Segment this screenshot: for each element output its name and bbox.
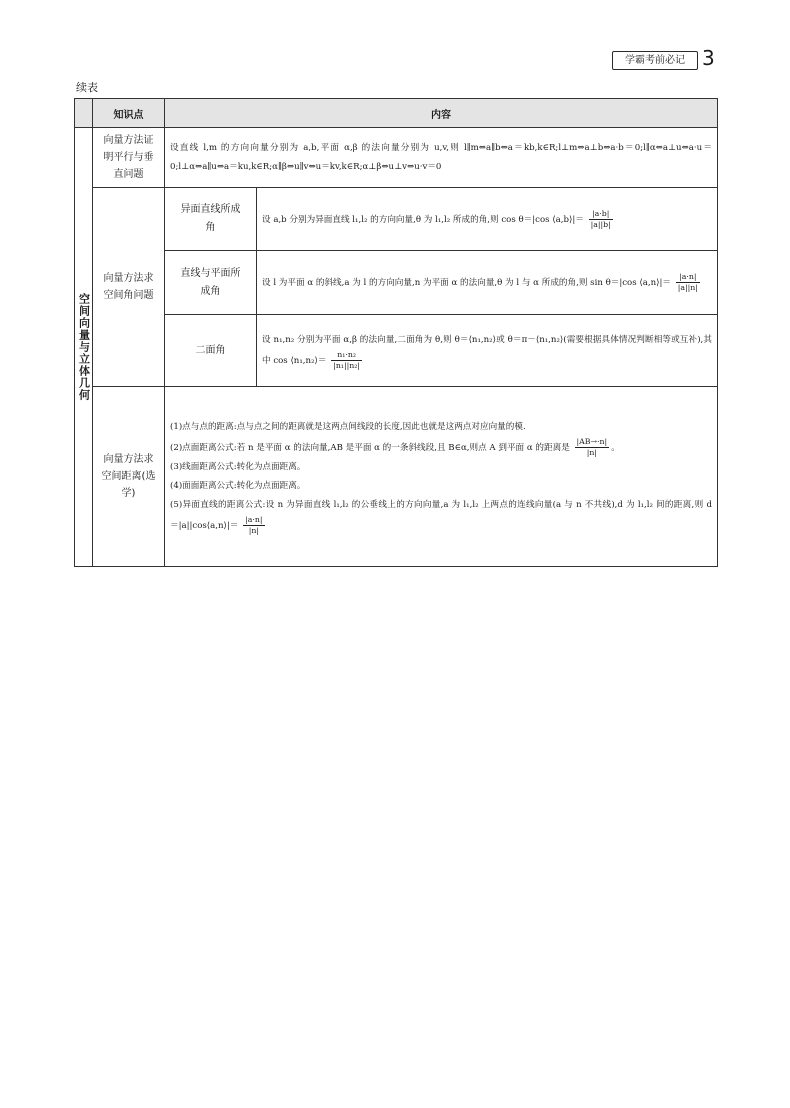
distance-item-3: (3)线面距离公式:转化为点面距离。 (170, 461, 306, 472)
header-knowledge: 知识点 (93, 99, 165, 128)
fraction: $\frac{|AB\to\cdot n|}{|n|}$ (576, 436, 608, 457)
knowledge-table (74, 98, 718, 567)
table-row (75, 315, 718, 387)
sub-cell (165, 188, 257, 251)
sub-cell (165, 251, 257, 315)
topic-parallel-perp: 向量方法证明平行与垂直问题 (103, 135, 154, 180)
fraction: $\frac{|a\cdot b|}{|a||b|}$ (590, 208, 611, 229)
content-distance (165, 416, 717, 538)
category-cell (75, 128, 93, 567)
distance-item-4: (4)面面距离公式:转化为点面距离。 (170, 480, 306, 491)
fraction: $\frac{|a\cdot n|}{|n|}$ (245, 514, 263, 535)
content-cell (257, 251, 718, 315)
table-row (75, 128, 718, 188)
fraction: $\frac{|a\cdot n|}{|a||n|}$ (677, 272, 698, 292)
table-caption: 续表 (76, 81, 98, 94)
content-cell (165, 128, 718, 188)
content-skew-lines-angle: 设 a,b 分别为异面直线 l₁,l₂ 的方向向量,θ 为 l₁,l₂ 所成的角,则 cos θ＝|cos ⟨a,b⟩|＝ $\frac{|a\cdot b|}{|a||b|}$ (262, 208, 611, 229)
section-badge: 学霸考前必记 (612, 51, 698, 70)
category-label: 空间向量与立体几何 (77, 293, 91, 401)
table-row (75, 188, 718, 251)
topic-cell (93, 387, 165, 567)
distance-item-2: (2)点面距离公式:若 n 是平面 α 的法向量,AB 是平面 α 的一条斜线段,且 B∈α,则点 A 到平面 α 的距离是 $\frac{|AB\to\cdot n|}{|n|}$ 。 (170, 436, 620, 457)
content-line-plane-angle: 设 l 为平面 α 的斜线,a 为 l 的方向向量,n 为平面 α 的法向量,θ 为 l 与 α 所成的角,则 sin θ＝|cos ⟨a,n⟩|＝ $\frac{|a\cdot n|}{|a||n|}$ (262, 272, 698, 292)
topic-angles: 向量方法求空间角问题 (103, 273, 154, 301)
topic-cell (93, 188, 165, 387)
header-content: 内容 (165, 99, 718, 128)
distance-item-1: (1)点与点的距离:点与点之间的距离就是这两点间线段的长度,因此也就是这两点对应向量的模. (170, 421, 526, 432)
sub-dihedral-angle: 二面角 (195, 344, 226, 356)
distance-item-5: (5)异面直线的距离公式:设 n 为异面直线 l₁,l₂ 的公垂线上的方向向量,a 为 l₁,l₂ 上两点的连线向量(a 与 n 不共线),d 为 l₁,l₂ 间的距离,则 d＝|a||cos⟨a,n⟩|＝ $\frac{|a\cdot n|}{|n|}$ (170, 499, 712, 535)
table-header-row (75, 99, 718, 128)
content-cell (165, 387, 718, 567)
content-cell (257, 188, 718, 251)
content-parallel-perp: 设直线 l,m 的方向向量分别为 a,b,平面 α,β 的法向量分别为 u,v,则 l∥m⇔a∥b⇔a＝kb,k∈R;l⊥m⇔a⊥b⇔a·b＝0;l∥α⇔a⊥u⇔a·u＝0;l⊥α⇔a∥u⇔a＝ku,k∈R;α∥β⇔u∥v⇔u＝kv,k∈R;α⊥β⇔u⊥v⇔u·v＝0 (170, 142, 712, 172)
sub-skew-lines-angle: 异面直线所成角 (180, 204, 241, 233)
topic-distance: 向量方法求空间距离(选学) (101, 454, 156, 499)
table-row (75, 387, 718, 567)
header-blank (75, 99, 93, 128)
table-row (75, 251, 718, 315)
page-number: 3 (702, 46, 715, 70)
content-dihedral-angle: 设 n₁,n₂ 分别为平面 α,β 的法向量,二面角为 θ,则 θ＝⟨n₁,n₂⟩或 θ＝π－⟨n₁,n₂⟩(需要根据具体情况判断相等或互补),其中 cos ⟨n₁,n₂⟩＝ $\frac{\text{n₁·n₂}}{\text{|n₁||n₂|}}$ (262, 334, 712, 370)
sub-cell (165, 315, 257, 387)
fraction: $\frac{\text{n₁·n₂}}{\text{|n₁||n₂|}}$ (333, 349, 360, 370)
topic-cell (93, 128, 165, 188)
content-cell (257, 315, 718, 387)
sub-line-plane-angle: 直线与平面所成角 (180, 267, 241, 297)
